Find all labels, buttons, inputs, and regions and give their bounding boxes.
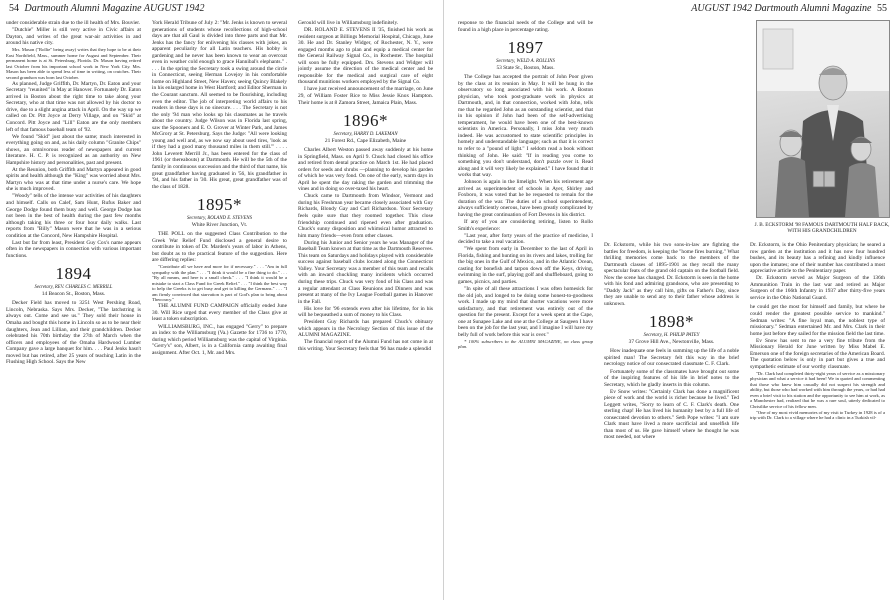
paragraph: DR. ROLAND E. STEVENS II '35, finished his work as resident surgeon at Billings Memorial Hospital, Chicago, June 30. He and Dr. Stanley Widger, of Rochester, N. Y., were engaged months ago to plan and equip a medical center for the General Railway Signal Co., in Rochester. The hospital will soon be fully equipped. Drs. Stevens and Widger will jointly assume the direction of the medical center and be responsible for the medical and surgical care of eight thousand munitions workers employed by the Signal Co. (298, 27, 433, 86)
secretary-address: 21 Forest Rd., Cape Elizabeth, Maine (324, 137, 407, 144)
paragraph: THE ALUMNI FUND CAMPAIGN officially ended June 30. Will Rice urged that every member of the Class give at least a token subscription. (152, 303, 287, 323)
secretary-address: 53 State St., Boston, Mass. (496, 64, 555, 71)
class-year-heading: 1895* (197, 195, 242, 215)
paragraph: Last but far from least, President Guy Cox's name appears often in the newspapers in connection with various important functions. (6, 239, 141, 259)
left-column-1 (6, 20, 141, 595)
paragraph: At the Reunion, both Griffith and Martyn appeared in good spirits and health although the "King" was worried about Mrs. Martyn who was at that time under a nurse's care. We hope she is much improved. (6, 166, 141, 193)
paragraph: Dr. Eckstorm, is the Ohio Penitentiary physician; he seared a row garden at the institution and it has now four hundred bushes, and its beauty has a refining and kindly influence upon the inmates; one of their number has contributed a most appreciative article to the Penitentiary paper. (750, 242, 885, 275)
paragraph: "Dutchie" Miller is still very active in Civic affairs at Dayton, and writes of the great war-air activities in and around his native city. (6, 27, 141, 47)
paragraph: Charles Albert Weston passed away suddenly at his home in Springfield, Mass. on April 9. Chuck had closed his office and retired from dental practice on March 1st. He had placed orders for seeds and shrubs —planning to develop his garden of which he was very fond. On one of the early, warm days in April he spent the day raking the garden and trimming the vines and in doing so over-taxed his heart. (298, 147, 433, 193)
right-issue-date: AUGUST 1942 (691, 3, 752, 14)
right-column-2 (604, 242, 739, 595)
secretary-line: Secretary, ROLAND E. STEVENS (187, 216, 252, 222)
paragraph: Mrs. Mason ("Rollie" being away) writes that they hope to be at their East Northfield, Mass., summer home for August and September. Their permanent home is at St. Petersburg, Florida. Dr. Mason having retired last October from his important school work in New York City. Mrs. Mason has been able to spend less of time in writing, on crutches. Their second grandson was born last October. (6, 47, 141, 80)
paragraph: His love for '96 extends even after his lifetime, for in his will he bequeathed a sum of money to his Class. (298, 305, 433, 319)
left-running-head (6, 3, 205, 14)
secretary-line: Secretary, H. PHILIP PATEY (643, 333, 700, 339)
paragraph: Dr. Eckstorm served as Major Surgeon of the 136th Ammunition Train in the last war and retired as Major Surgeon of the 166th Infantry in 1937 after thirty-five years service in the Ohio National Guard. (750, 275, 885, 301)
class-year-heading: 1898* (649, 312, 694, 332)
paragraph: York Herald Tribune of July 2: "Mr. Jenks is known to several generations of students whose recollections of high-school days are that all Gaul is divided into three parts and that Mr. Jenks has the fancy for enlivening his classes with jokes, an apparent peculiarity for all Latin teachers. His hobby is gardening and he never has been known to wear an overcoat even in weather cold enough to grace Hannibal's elephants." . . . . In the spring the Secretary took a swing around the circle in Connecticut, seeing Herman Lovejoy in his comfortable home on Highland Street, New Haven; seeing Quincy Blakely in his enlarged home in West Hartford; and Editor Sherman in the Courant sanctum. All seemed to be flourishing, including even the editor. The job of interpreting world affairs to his readers in these days is no sinecure. . . . The Secretary is not the only '94 man who looks up his classmates as he travels about the country. Judge Wilson was in Florida last spring, saw the Spooners and E. O. Grover at Winter Park, and James McGrory at St. Petersburg. Says the Judge: "All were looking young and well and, as we now say about used tires, 'look as if they had a good many thousand miles in them still.'" . . . . John Leverett Merrill Jr., has been entered for the class of 1961 (or thereabouts) at Dartmouth. He will be the 5th of the family in continuous succession and the third of that name, his great grandfather having graduated in '56, his grandfather in '94, and his father in '30. His great, great grandfather was of the class of 1828. (152, 20, 287, 190)
secretary-address: White River Junction, Vt. (191, 221, 248, 228)
paragraph: If any of you are considering retiring, listen to Rollo Smith's experience: (458, 219, 593, 232)
paragraph: Johnson is again in the limelight. When his retirement age arrived as superintendent of schools in Ayer, Shirley and Foxboro, it was voted that he be requested to remain for the duration of the war. The duties of a school superintendent, always sufficiently onerous, have been greatly complicated by having the great continuation of Fort Devens in his district. (458, 179, 593, 218)
paragraph: President Guy Richards has prepared Chuck's obituary which appears in the Necrology Section of this issue of the ALUMNI MAGAZINE. (298, 319, 433, 339)
quoted-tribute: "Dr. Clark had completed thirty-eight years of service as a missionary physician and what a service it had been! We in quoted and commenting that those who knew him casually did not suspect his strength and ability, but those who had worked with him through the years, or had had even a brief visit to his station and the opportunity to see him at work, as a Manchester had, realized that he was a rare soul, utterly dedicated to Christlike service of his fellow men. (750, 370, 885, 409)
paragraph: "Woody" tells of the intense war activities of his daughters and himself. Calls on Calef, Sam Hunt, Rufus Baker and George Dodge found them busy and well. George Dodge has not been in the best of health during the past few months although taking his three or four hour daily walks. Last reports from "Billy" Mason were that he was in a serious condition at the Concord, New Hampshire Hospital. (6, 193, 141, 239)
paragraph: I have just received announcement of the marriage, on June 29, of William Foster Rice to Miss Jessie Knox Hampton. Their home is at 8 Zamora Street, Jamaica Plain, Mass. (298, 86, 433, 106)
paragraph: he could get the most for himself and family, but where he could render the greatest possible service to mankind." Sedman writes: "A fine loyal man, the noblest type of missionary." Sedman entertained Mr. and Mrs. Clark in their home just before they sailed for the mission field the last time. (750, 304, 885, 337)
left-magazine-title: Dartmouth Alumni Magazine (24, 3, 142, 14)
left-page (0, 0, 444, 600)
paragraph: The College has accepted the portrait of John Poor given by the class at its reunion in May. It will be hung in the observatory so long associated with his work. A Boston physician, who took post-graduate work in physics at Dartmouth, and, in that connection, worked with John, tells me that he regarded John as an outstanding scientist, and that in his opinion if John had been of the self-advertising temperament, he would have been one of the best-known scientists in America. Personally, I miss John very much indeed. He was accustomed to state scientific principles in homely and understandable language; such as that it is correct to refer to a "pound of light." I seldom read a book without thinking of John. He said: "If in reading you come to something you don't understand, don't puzzle over it. Read along and it will very likely be explained." I have found that it works that way. (458, 74, 593, 179)
paragraph: Gerould will live in Williamsburg indefinitely. (298, 20, 399, 26)
photo-illustration (757, 21, 889, 217)
class-year-heading: 1896* (343, 111, 388, 131)
footnote: * 100% subscribers to the ALUMNI MAGAZINE, on class group plan. (458, 338, 593, 350)
right-running-head (691, 3, 890, 14)
left-column-3 (298, 20, 433, 595)
secretary-line: Secretary, HARRY D. LAKEMAN (333, 132, 398, 138)
paragraph: During his Junior and Senior years he was Manager of the Baseball Team known at that time as the Dartmouth Reserves. This team on Saturdays and holidays played with considerable success against baseball clubs located along the Connecticut Valley. Your Secretary was a member of this team and recalls with an inward chuckling many incidents which occurred during these trips. Chuck was very fond of his Class and was a regular attendant at Class Reunions and Dinners and was present at many of the Ivy League Football games in Hanover in the Fall. (298, 239, 433, 305)
paragraph: Ev Snow has sent to me a very fine tribute from the Missionary Herald for June written by Miss Mabel E. Emerson one of the foreign secretaries of the American Board. The quotation below is only in part but gives a true and sympathetic estimate of our worthy classmate. (750, 337, 885, 370)
right-page-number: 55 (877, 3, 887, 14)
paragraph: We found "Skid" just about the same; much interested in everything going on and, as his daily column "Granite Chips" shows, an omnivorous reader of newspapers and current literature. H. C. P. is recognized as an authority on New Hampshire history and personalities, past and present. (6, 133, 141, 166)
quoted-replies: "Contribute all we have and more for if necessary." . . . "Am in full sympathy with the plan." . . . "I think it would be a fine thing to do." . . . "By all means, and here is a small check." . . . "I think it would be a mistake to start a Class Fund for Greek Relief." . . . "I think the best way to help the Greeks is to get busy and get to killing the Germans." . . . "I am firmly convinced that starvation is part of God's plan to bring about Theocracy." (152, 264, 287, 303)
paragraph: "Last year, after forty years of the practice of medicine, I decided to take a real vacation. (458, 232, 593, 246)
secretary-address: 14 Beacon St., Boston, Mass. (41, 290, 106, 297)
secretary-address: 37 Grove Hill Ave., Newtonville, Mass. (628, 338, 715, 345)
paragraph: As planned, Judge Griffith, Dr. Martyn, Dr. Eaton and your Secretary "reunited" in May at Hanover. Fortunately Dr. Eaton arrived in Boston about the right time to take along your Secretary, who at that time was not allowed by his doctor to drive, due to a slight angina attack in April. On the way up we called on Dr. Pitt Joyce at Derry Village, and on "Skid" at Concord. Pitt Joyce and "Lill" Eaton are the only members left of that famous baseball team of '92. (6, 80, 141, 133)
paragraph: Chuck came to Dartmouth from Windsor, Vermont and during his Freshman year became closely associated with Guy Richards, Blondy Gay and Carl Richardson. Your Secretary feels quite sure that they roomed together. This close friendship continued and ripened even after graduation. Chuck's sunny disposition and whimsical humor attracted to him many friends—even from other classes. (298, 193, 433, 239)
paragraph: under considerable strain due to the ill health of Mrs. Bouvier. (6, 20, 141, 26)
paragraph: WILLIAMSBURG, INC., has engaged "Gerry" to prepare an index to the Williamsburg (Va.) Gazette for 1736 to 1770, during which period Williamsburg was the capital of Virginia. "Gerry's" son, Albert, is in a California camp awaiting final assignment. After Oct. 1, Mr. and Mrs. (152, 323, 287, 356)
paragraph: Ev Snow writes: "Certainly Clark has done a magnificent piece of work and the world is richer because he lived." Ted Leggett writes, "Sorry to learn of C. F. Clark's death. One sterling chap! He has lived his humanity best by a full life of consecrated devotion to others." Seth Pope writes: "I am sure Clark must have lived a more sacrificial and unselfish life than most of us. He gave himself where he thought he was most needed, not where (604, 388, 739, 441)
right-magazine-title: Dartmouth Alumni Magazine (754, 3, 872, 14)
paragraph: How inadequate one feels in summing up the life of a noble spirited man! The Secretary felt this way in the brief necrology notice of our consecrated classmate C. F. Clark. (604, 348, 739, 368)
secretary-line: Secretary, WELD A. ROLLINS (496, 59, 555, 65)
left-column-2 (152, 20, 287, 595)
right-column-1 (458, 20, 593, 595)
right-column-3 (750, 242, 885, 595)
left-issue-date: AUGUST 1942 (143, 3, 205, 14)
class-year-heading: 1897 (507, 38, 544, 58)
left-page-number: 54 (9, 3, 19, 14)
photo-caption: J. B. ECKSTORM '98 FAMOUS DARTMOUTH HALF BACK, WITH HIS GRANDCHILDREN (754, 222, 890, 235)
paragraph: "We spent from early in December to the last of April in Florida, fishing and hunting on its rivers and lakes, trolling for the big ones in the Gulf of Mexico, and in the Atlantic Ocean, casting for bonefish and tarpon down off the Keys, driving, swimming in the surf, playing golf and shuffleboard, going to games, picnics, and parties. (458, 246, 593, 285)
right-page (452, 0, 896, 600)
paragraph: THE POLL on the suggested Class Contribution to the Greek War Relief Fund disclosed a general desire to contribute in token of Dr. Marden's years of labor in Athens, but doubt as to the practical feature of the suggestion. Here are differing replies: (152, 231, 287, 264)
paragraph: The financial report of the Alumni Fund has not come in at this writing. Your Secretary feels that '96 has made a splendid (298, 339, 433, 352)
paragraph: response to the financial needs of the College and will be found in a high place in percentage rating. (458, 20, 593, 33)
quoted-tribute: "One of my most vivid memories of my visit to Turkey in 1928 is of a trip with Dr. Clark to a village where he had a clinic in a Turkish vil- (750, 409, 885, 421)
paragraph: "In spite of all these attractions I was often homesick for the old job, and longed to be doing some honest-to-goodness work. I made up my mind that shorter vacations were more satisfactory, and that retirement was entirely out of the question for the present. Except for a week spent at the Cape, one at Sunapee Lake and one at the College at Saugeen I have been on the job for the last year, and I imagine I will have my belly full of work before this war is over." (458, 286, 593, 338)
paragraph: Fortunately some of the classmates have brought out some of the inspiring features of his life in brief notes to the Secretary, which he gladly inserts in this column. (604, 368, 739, 388)
paragraph: Decker Field has moved to 3251 West Pershing Road, Lincoln, Nebraska. Says Mrs. Decker, "The latchstring is always out. Come and see us." They sold their house in Omaha and bought this home in Lincoln so as to be near their daughters, Jean and Lillian, and their grandchildren. Decker celebrated his 70th birthday the 27th of March when the officers and employees of the Omaha Hardwood Lumber Company gave a large banquet for him. . . . Paul Jenks hasn't moved but has retired, after 25 years of teaching Latin in the Flushing High School. Says the New (6, 300, 141, 366)
class-year-heading: 1894 (55, 264, 92, 284)
secretary-line: Secretary, REV. CHARLES C. MERRILL (34, 285, 113, 291)
grandchildren-photo (756, 20, 890, 218)
paragraph: Dr. Eckstorm, while his two sons-in-law are fighting the battles for freedom, is keeping the "home fires burning." What thrilling memories come back to the members of the Dartmouth classes of 1895-1901 as they recall the many spectacular feats of the grand old captain on the football field. Now the scene has changed. Dr. Eckstorm is seen in the home with his fond and admiring grandsons, who are presenting to "Daddy Jack" as they call him, gifts on Father's Day, since they are unable to send any to their father whose address is unknown. (604, 242, 739, 307)
